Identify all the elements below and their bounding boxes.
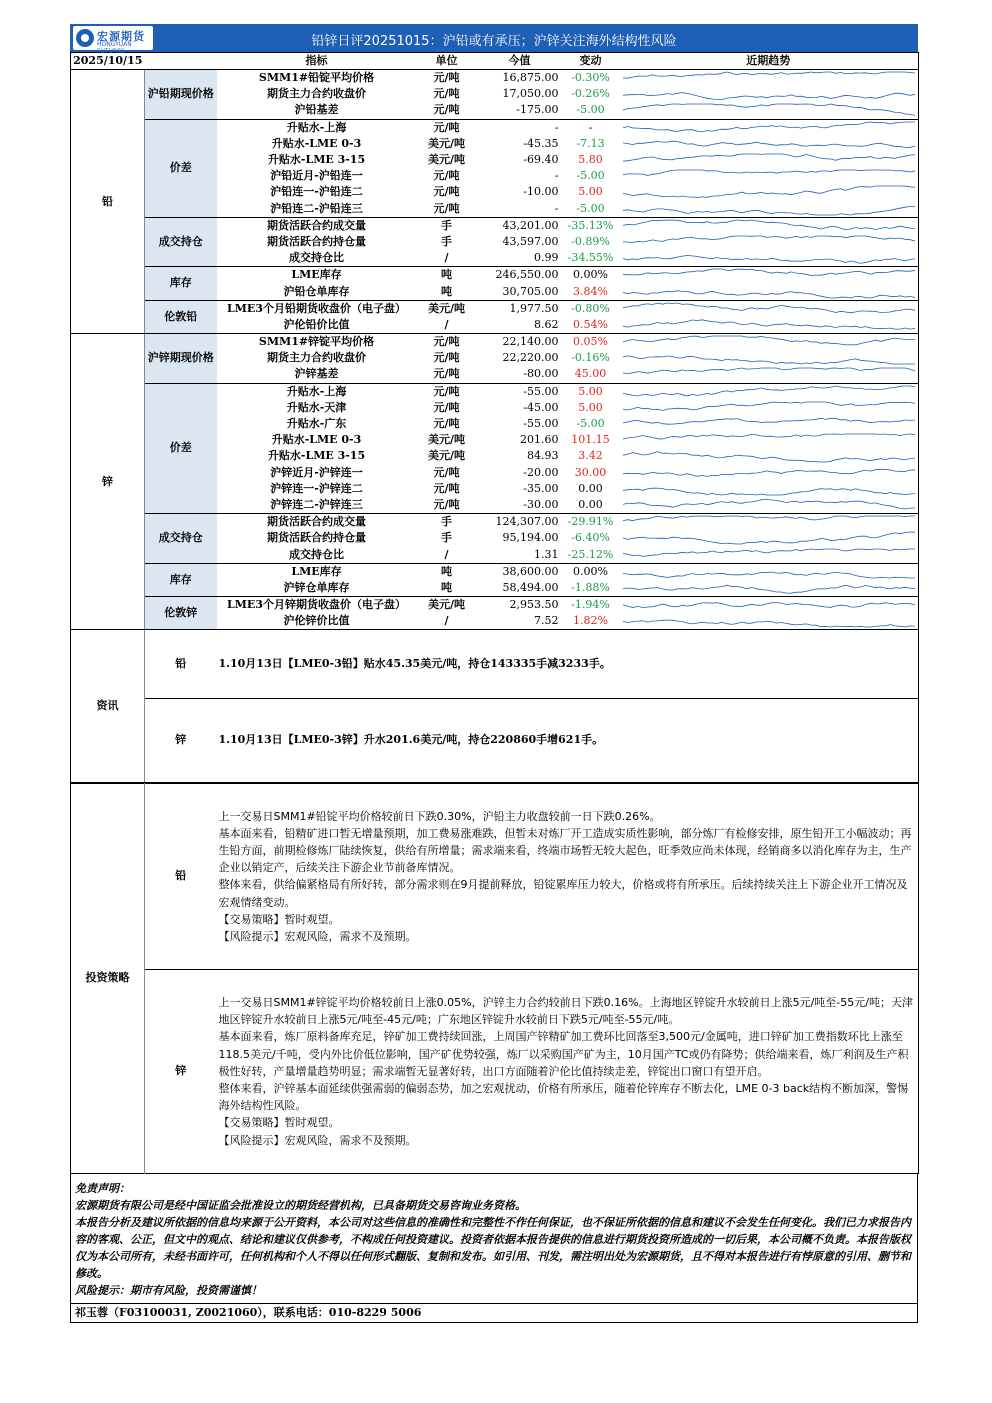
- disclaimer-line: 宏源期货有限公司是经中国证监会批准设立的期货经营机构，已具备期货交易咨询业务资格。: [75, 1198, 526, 1212]
- trend-sparkline: [619, 201, 919, 218]
- strategy-paragraph: 【风险提示】宏观风险，需求不及预期。: [218, 1133, 417, 1147]
- unit-cell: 元/吨: [433, 201, 460, 215]
- trend-sparkline: [619, 102, 919, 119]
- indicator-label: 升贴水-LME 0-3: [271, 136, 362, 150]
- indicator-label: 升贴水-上海: [217, 383, 417, 400]
- trend-sparkline: [619, 613, 919, 630]
- disclaimer-line: 本报告分析及建议所依据的信息均来源于公开资料，本公司对这些信息的准确性和完整性不作任何保证，也不保证所依据的信息和建议不会发生任何变化。我们已力求报告内容的客观、公正，但文中的观点、结论和建议仅供参考，不构成任何投资建议。投资者依据本报告提供的信息进行期货投资所造成的一切后果，本公司概不负责。本报告版权仅为本公司所有，未经书面许可，任何机构和个人不得以任何形式翻版、复制和发布。如引用、刊发，需注明出处为宏源期货，且不得对本报告进行有悖原意的引用、删节和修改。: [75, 1215, 911, 1280]
- unit-cell: 元/吨: [433, 351, 460, 365]
- indicator-label: 升贴水-LME 3-15: [267, 449, 366, 463]
- indicator-label: 期货活跃合约成交量: [217, 217, 417, 234]
- unit-cell: 美元/吨: [417, 597, 477, 614]
- change-cell: -0.16%: [571, 351, 610, 365]
- value-cell: 7.52: [477, 613, 563, 630]
- change-cell: 45.00: [574, 367, 607, 381]
- indicator-label: 沪锌连一-沪锌连二: [270, 481, 363, 495]
- table-row: [71, 597, 919, 614]
- indicator-label: 沪铅连二-沪铅连三: [270, 201, 363, 215]
- indicator-table: [70, 52, 919, 630]
- change-cell: -6.40%: [571, 531, 610, 545]
- trend-sparkline: [619, 530, 919, 546]
- trend-sparkline: [619, 416, 919, 432]
- disclaimer-title: 免责声明：: [75, 1181, 130, 1195]
- unit-cell: 手: [417, 217, 477, 234]
- table-row: [71, 334, 919, 351]
- unit-cell: 美元/吨: [427, 433, 466, 447]
- group-label: 价差: [145, 383, 217, 514]
- value-cell: -45.00: [523, 400, 559, 414]
- trend-sparkline: [619, 580, 919, 597]
- value-cell: -80.00: [523, 367, 559, 381]
- trend-sparkline: [619, 366, 919, 383]
- strategy-zinc-label: 锌: [175, 1064, 187, 1078]
- value-cell: -55.00: [523, 417, 559, 431]
- value-cell: -30.00: [523, 497, 559, 511]
- logo-en-text: HONGYUAN FUTURES: [97, 41, 132, 55]
- news-row-lead: [71, 630, 919, 698]
- indicator-label: 沪铅仓单库存: [283, 284, 350, 298]
- value-cell: -69.40: [523, 153, 559, 167]
- report-date: 2025/10/15: [71, 53, 145, 70]
- news-zinc-text: 1.10月13日【LME0-3锌】升水201.6美元/吨，持仓220860手增621手。: [218, 733, 604, 747]
- table-row: [71, 70, 919, 87]
- unit-cell: 元/吨: [433, 185, 460, 199]
- change-cell: 5.00: [578, 400, 603, 414]
- unit-cell: /: [444, 251, 449, 265]
- trend-sparkline: [619, 497, 919, 514]
- indicator-label: 期货活跃合约持仓量: [267, 531, 366, 545]
- change-cell: -5.00: [576, 417, 605, 431]
- change-cell: -0.30%: [571, 71, 610, 85]
- change-cell: -1.94%: [563, 597, 619, 614]
- indicator-label: 期货活跃合约持仓量: [267, 234, 366, 248]
- trend-sparkline: [619, 514, 919, 531]
- unit-cell: 元/吨: [433, 400, 460, 414]
- report-header: [70, 24, 918, 55]
- value-cell: -20.00: [523, 465, 559, 479]
- trend-sparkline: [619, 448, 919, 464]
- report-title: 铅锌日评20251015：沪铅或有承压；沪锌关注海外结构性风险: [311, 34, 677, 49]
- change-cell: -5.00: [576, 103, 605, 117]
- col-trend: 近期趋势: [619, 53, 919, 70]
- table-row: [71, 267, 919, 284]
- unit-cell: 元/吨: [433, 481, 460, 495]
- value-cell: 201.60: [520, 433, 559, 447]
- change-cell: 3.42: [578, 449, 603, 463]
- unit-cell: 手: [441, 234, 452, 248]
- indicator-label: SMM1#锌锭平均价格: [258, 335, 375, 349]
- value-cell: 30,705.00: [502, 284, 559, 298]
- change-cell: -34.55%: [567, 251, 614, 265]
- unit-cell: 元/吨: [433, 417, 460, 431]
- news-row-zinc: [71, 698, 919, 782]
- table-row: [71, 383, 919, 400]
- value-cell: 124,307.00: [477, 514, 563, 531]
- indicator-label: 沪锌连二-沪锌连三: [270, 497, 363, 511]
- value-cell: 246,550.00: [477, 267, 563, 284]
- unit-cell: 元/吨: [433, 497, 460, 511]
- value-cell: 38,600.00: [477, 563, 563, 580]
- disclaimer: [70, 1174, 918, 1304]
- group-label: 成交持仓: [145, 217, 217, 267]
- value-cell: -55.00: [477, 383, 563, 400]
- change-cell: -5.00: [576, 201, 605, 215]
- unit-cell: 美元/吨: [417, 300, 477, 317]
- report-sheet: [70, 24, 918, 1323]
- change-cell: 0.00: [578, 497, 603, 511]
- news-lead-text: 1.10月13日【LME0-3铅】贴水45.35美元/吨，持仓143335手减3233手。: [217, 630, 919, 698]
- table-row: [71, 217, 919, 234]
- change-cell: -0.89%: [571, 234, 610, 248]
- indicator-label: 沪锌仓单库存: [283, 580, 350, 594]
- zinc-category-label: 锌: [71, 334, 145, 630]
- news-lead-label: 铅: [145, 630, 217, 698]
- news-label: 资讯: [71, 630, 145, 782]
- strategy-lead-label: 铅: [145, 783, 217, 969]
- strategy-row-zinc: [71, 969, 919, 1173]
- indicator-label: 升贴水-天津: [286, 400, 347, 414]
- value-cell: 16,875.00: [502, 71, 559, 85]
- strategy-paragraph: 基本面来看，炼厂原料备库充足，锌矿加工费持续回涨，上周国产锌精矿加工费环比回落至3,500元/金属吨，进口锌矿加工费指数环比上涨至118.5美元/千吨，受内外比价低位影响，国产矿优势较强，炼厂以采购国产矿为主，10月国产TC或仍有降势；供给端来看，炼厂利润及生产积极性好转，产量增量趋势明显；需求端暂无显著好转，出口方面随着沪伦比值持续走差，锌锭出口窗口有望开启。: [218, 1030, 909, 1078]
- change-cell: 0.00%: [563, 267, 619, 284]
- change-cell: 1.82%: [563, 613, 619, 630]
- value-cell: 17,050.00: [502, 87, 559, 101]
- trend-sparkline: [619, 152, 919, 168]
- value-cell: 84.93: [527, 449, 559, 463]
- trend-sparkline: [619, 465, 919, 481]
- change-cell: 0.00%: [563, 563, 619, 580]
- strategy-paragraph: 基本面来看，铅精矿进口暂无增量预期，加工费易涨难跌，但暂未对炼厂开工造成实质性影响，部分炼厂有检修安排，原生铅开工小幅波动；再生铅方面，前期检修炼厂陆续恢复，供给有所增量；需求端来看，终端市场暂无较大起色，旺季效应尚未体现，经销商多以消化库存为主，生产企业以销定产，后续关注下游企业节前备库情况。: [218, 826, 912, 875]
- value-cell: 22,220.00: [502, 351, 559, 365]
- value-cell: 58,494.00: [502, 580, 559, 594]
- trend-sparkline: [619, 546, 919, 563]
- strategy-zinc-text: [217, 969, 919, 1173]
- indicator-label: LME3个月锌期货收盘价（电子盘）: [217, 597, 417, 614]
- trend-sparkline: [619, 563, 919, 580]
- indicator-label: 期货主力合约收盘价: [267, 351, 366, 365]
- strategy-paragraph: 上一交易日SMM1#铅锭平均价格较前日下跌0.30%，沪铅主力收盘较前一日下跌0.26%。: [218, 809, 661, 823]
- trend-sparkline: [619, 136, 919, 152]
- unit-cell: 元/吨: [433, 87, 460, 101]
- strategy-paragraph: 整体来看，供给偏紧格局有所好转，部分需求则在9月提前释放，铅锭累库压力较大，价格或将有所承压。后续持续关注上下游企业开工情况及宏观情绪变动。: [218, 878, 908, 909]
- value-cell: 8.62: [477, 317, 563, 334]
- strategy-paragraph: 【风险提示】宏观风险，需求不及预期。: [218, 929, 417, 943]
- unit-cell: 吨: [441, 284, 452, 298]
- group-label: 库存: [145, 563, 217, 596]
- value-cell: 95,194.00: [502, 531, 559, 545]
- change-cell: 30.00: [574, 465, 607, 479]
- trend-sparkline: [619, 168, 919, 184]
- trend-sparkline: [619, 383, 919, 400]
- unit-cell: 元/吨: [433, 335, 460, 349]
- strategy-label: 投资策略: [71, 783, 145, 1173]
- change-cell: 5.80: [578, 153, 603, 167]
- indicator-label: SMM1#铅锭平均价格: [258, 71, 375, 85]
- indicator-label: 升贴水-LME 0-3: [271, 433, 362, 447]
- col-unit: 单位: [417, 53, 477, 70]
- value-cell: 2,953.50: [477, 597, 563, 614]
- group-label: 价差: [145, 119, 217, 217]
- change-cell: -5.00: [576, 169, 605, 183]
- group-label: 伦敦铅: [145, 300, 217, 333]
- value-cell: 1.31: [534, 547, 559, 561]
- change-cell: -25.12%: [567, 547, 614, 561]
- group-label: 沪铅期现价格: [145, 70, 217, 120]
- indicator-label: LME3个月铅期货收盘价（电子盘）: [217, 300, 417, 317]
- indicator-label: 期货活跃合约成交量: [217, 514, 417, 531]
- strategy-lead-text: [217, 783, 919, 969]
- trend-sparkline: [619, 86, 919, 102]
- trend-sparkline: [619, 432, 919, 448]
- trend-sparkline: [619, 184, 919, 200]
- change-cell: -35.13%: [563, 217, 619, 234]
- trend-sparkline: [619, 317, 919, 334]
- disclaimer-line: 风险提示：期市有风险，投资需谨慎！: [75, 1283, 262, 1297]
- value-cell: 0.99: [534, 251, 559, 265]
- table-row: [71, 514, 919, 531]
- value-cell: -: [477, 119, 563, 136]
- col-indicator: 指标: [217, 53, 417, 70]
- trend-sparkline: [619, 234, 919, 250]
- change-cell: 0.05%: [573, 335, 608, 349]
- table-row: [71, 563, 919, 580]
- unit-cell: /: [417, 317, 477, 334]
- news-zinc-label: 锌: [175, 733, 187, 747]
- news-section: [70, 630, 919, 783]
- unit-cell: 元/吨: [433, 71, 460, 85]
- unit-cell: 美元/吨: [427, 153, 466, 167]
- indicator-label: 沪铅连一-沪铅连二: [270, 185, 363, 199]
- unit-cell: 手: [417, 514, 477, 531]
- change-cell: -7.13: [576, 136, 605, 150]
- col-value: 今值: [477, 53, 563, 70]
- change-cell: 0.54%: [563, 317, 619, 334]
- change-cell: -: [563, 119, 619, 136]
- unit-cell: 元/吨: [433, 465, 460, 479]
- strategy-paragraph: 上一交易日SMM1#锌锭平均价格较前日上涨0.05%，沪锌主力合约较前日下跌0.16%。上海地区锌锭升水较前日上涨5元/吨至-55元/吨；天津地区锌锭升水较前日上涨5元/吨至-45元/吨；广东地区锌锭升水较前日下跌5元/吨至-55元/吨。: [218, 995, 913, 1027]
- group-label: 沪锌期现价格: [145, 334, 217, 384]
- indicator-label: 沪铅基差: [294, 103, 339, 117]
- indicator-label: 沪铅近月-沪铅连一: [270, 169, 363, 183]
- analyst-contact: 祁玉蓉（F03100031, Z0021060），联系电话：010-8229 5006: [70, 1304, 918, 1323]
- indicator-label: 沪锌基差: [294, 367, 339, 381]
- unit-cell: /: [417, 613, 477, 630]
- table-row: [71, 300, 919, 317]
- indicator-label: LME库存: [217, 267, 417, 284]
- strategy-paragraph: 整体来看，沪锌基本面延续供强需弱的偏弱态势，加之宏观扰动，价格有所承压，随着伦锌库存不断去化，LME 0-3 back结构不断加深，警惕海外结构性风险。: [218, 1081, 909, 1113]
- value-cell: 22,140.00: [502, 335, 559, 349]
- lead-category-label: 铅: [71, 70, 145, 334]
- unit-cell: 元/吨: [417, 119, 477, 136]
- unit-cell: 吨: [417, 563, 477, 580]
- change-cell: -1.88%: [571, 580, 610, 594]
- unit-cell: 元/吨: [433, 103, 460, 117]
- change-cell: 3.84%: [573, 284, 608, 298]
- trend-sparkline: [619, 300, 919, 317]
- logo-text: 宏源期货: [97, 30, 145, 43]
- table-row: [71, 119, 919, 136]
- indicator-label: 升贴水-广东: [286, 417, 347, 431]
- strategy-paragraph: 【交易策略】暂时观望。: [218, 1116, 340, 1130]
- unit-cell: /: [444, 547, 449, 561]
- strategy-section: [70, 783, 919, 1174]
- unit-cell: 元/吨: [433, 169, 460, 183]
- unit-cell: 美元/吨: [427, 136, 466, 150]
- change-cell: 0.00: [578, 481, 603, 495]
- trend-sparkline: [619, 350, 919, 366]
- strategy-row-lead: [71, 783, 919, 969]
- unit-cell: 元/吨: [433, 367, 460, 381]
- value-cell: -: [554, 201, 559, 215]
- trend-sparkline: [619, 481, 919, 497]
- change-cell: -0.26%: [571, 87, 610, 101]
- change-cell: -29.91%: [563, 514, 619, 531]
- trend-sparkline: [619, 250, 919, 267]
- change-cell: 5.00: [563, 383, 619, 400]
- indicator-label: 沪伦铅价比值: [217, 317, 417, 334]
- trend-sparkline: [619, 400, 919, 416]
- value-cell: -: [554, 169, 559, 183]
- value-cell: -10.00: [523, 185, 559, 199]
- value-cell: 1,977.50: [477, 300, 563, 317]
- strategy-paragraph: 【交易策略】暂时观望。: [218, 912, 340, 926]
- indicator-label: 升贴水-LME 3-15: [267, 153, 366, 167]
- value-cell: -175.00: [516, 103, 559, 117]
- indicator-label: 成交持仓比: [289, 547, 344, 561]
- indicator-label: 升贴水-上海: [217, 119, 417, 136]
- trend-sparkline: [619, 283, 919, 300]
- group-label: 伦敦锌: [145, 597, 217, 630]
- unit-cell: 手: [441, 531, 452, 545]
- trend-sparkline: [619, 217, 919, 234]
- table-header-row: [71, 53, 919, 70]
- value-cell: 43,597.00: [502, 234, 559, 248]
- trend-sparkline: [619, 119, 919, 136]
- trend-sparkline: [619, 334, 919, 351]
- change-cell: 5.00: [578, 185, 603, 199]
- value-cell: -45.35: [523, 136, 559, 150]
- unit-cell: 吨: [417, 267, 477, 284]
- change-cell: 101.15: [571, 433, 610, 447]
- col-change: 变动: [563, 53, 619, 70]
- group-label: 成交持仓: [145, 514, 217, 564]
- trend-sparkline: [619, 597, 919, 614]
- change-cell: -0.80%: [563, 300, 619, 317]
- value-cell: -35.00: [523, 481, 559, 495]
- indicator-label: LME库存: [217, 563, 417, 580]
- indicator-label: 沪锌近月-沪锌连一: [270, 465, 363, 479]
- unit-cell: 美元/吨: [427, 449, 466, 463]
- value-cell: 43,201.00: [477, 217, 563, 234]
- indicator-label: 沪伦锌价比值: [217, 613, 417, 630]
- indicator-label: 期货主力合约收盘价: [267, 87, 366, 101]
- trend-sparkline: [619, 267, 919, 284]
- group-label: 库存: [145, 267, 217, 300]
- unit-cell: 吨: [441, 580, 452, 594]
- unit-cell: 元/吨: [417, 383, 477, 400]
- indicator-label: 成交持仓比: [289, 251, 344, 265]
- trend-sparkline: [619, 70, 919, 87]
